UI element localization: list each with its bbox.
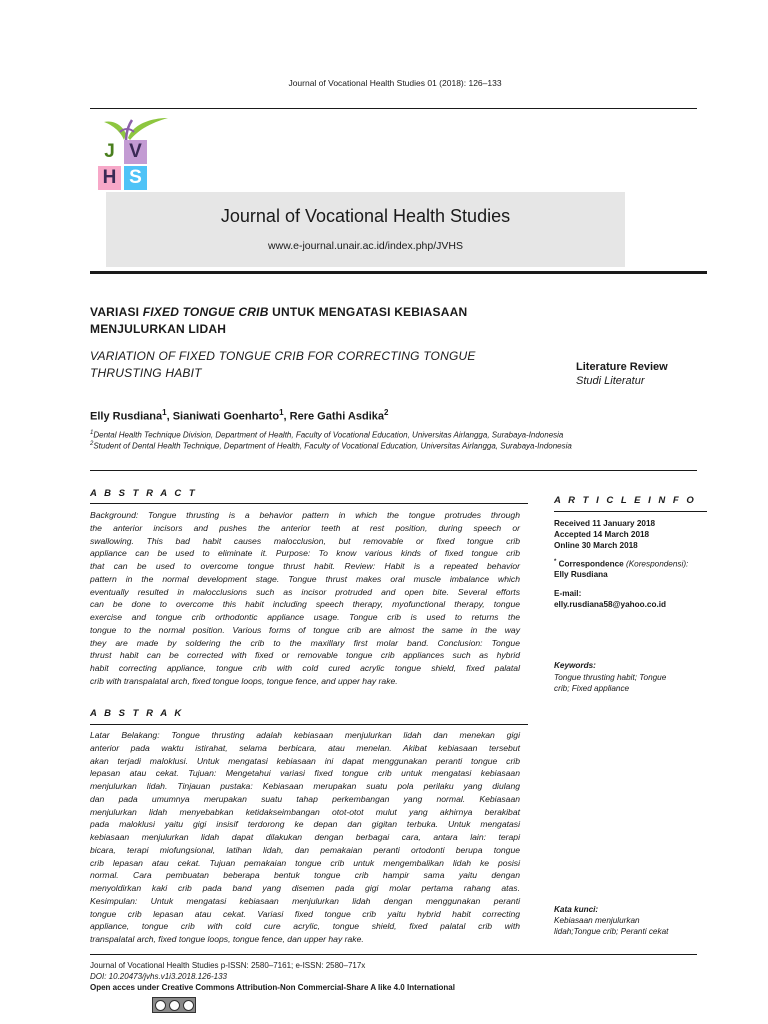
issn-line: Journal of Vocational Health Studies p-ISSN: 2580–7161; e-ISSN: 2580–717x (90, 961, 366, 970)
abstract-line: thrust habit can be corrected with fixed or removable tongue crib appliances such as hybrid (90, 650, 520, 661)
abstrak-rule (90, 724, 528, 725)
abstract-line: appliance can be used to eliminate it. Purpose: To know various kinds of fixed tongue crib (90, 548, 520, 559)
keywords-line: crib; Fixed appliance (554, 684, 630, 693)
received-date: Received 11 January 2018 (554, 519, 656, 528)
abstract-line: swallowing. This bad habit causes malocclusion, but removable or fixed tongue crib (90, 535, 520, 546)
abstract-line: kebiasaan menjulurkan lidah dapat dilakukan dengan berbagai cara, antara lain: terapi (90, 832, 520, 842)
title-thick-rule (90, 271, 707, 274)
header-rule (90, 108, 697, 109)
abstract-line: appliance, tongue crib with cold cure acrylic, tongue shield, fixed palatal crib with (90, 921, 520, 932)
logo-letter-h: H (98, 166, 121, 190)
abstract-line: crib lepasan atau cekat. Tujuan pemakaian tongue crib untuk mengembalikan lidah ke posisi (90, 857, 520, 868)
kata-kunci-line: lidah;Tongue crib; Peranti cekat (554, 927, 669, 936)
author-name: Elly Rusdiana (90, 410, 163, 423)
abstrak-heading: A B S T R A K (90, 708, 184, 719)
journal-title: Journal of Vocational Health Studies (220, 206, 511, 226)
abstract-line: lepasan atau cekat. Tujuan: Mengetahui variasi fixed tongue crib untuk mengatasi kebiasaan (90, 768, 520, 779)
affiliation-2: $^2$Student of Dental Health Technique, Department of Health, Faculty of Vocational Education, Universitas Airlangga, Surabaya-Indonesia (90, 441, 572, 451)
license-line: Open acces under Creative Commons Attribution-Non Commercial-Share A like 4.0 International (90, 983, 455, 992)
abstract-line: pada maloklusi yaitu gigi insisif terdorong ke depan dan gigitan terbuka. Untuk mengatasi (90, 819, 520, 830)
footer-rule (90, 954, 697, 955)
email-label: E-mail: (554, 589, 582, 598)
affiliation-rule (90, 470, 697, 471)
abstract-line: menjulurkan lidah menyebabkan ketidakseimbangan otot-otot mulut yang akhirnya berakibat (90, 806, 520, 817)
leaf-icon (102, 112, 172, 142)
journal-title-box (106, 192, 625, 267)
abstract-line: exercise and tongue crib orthodontic appliance usage. Tongue crib is used to returns the (90, 612, 520, 622)
abstract-line: tongue to the normal position. Various forms of tongue crib are almost the same in the way (90, 624, 520, 635)
author-name: Rere Gathi Asdika (289, 410, 385, 423)
abstract-line: akan terjadi maloklusi. Untuk mengatasi kebiasaan ini dapat menggunakan peranti tongue crib (90, 755, 520, 766)
online-date: Online 30 March 2018 (554, 541, 638, 550)
abstract-line: that can be used to overcome tongue thrust habit. Review: Habit is a repeated behavior (90, 561, 520, 571)
abstract-line: eventually resulted in malocclusions such as incisor protruded and open bite. Several efforts (90, 586, 520, 597)
article-title-english: VARIATION OF FIXED TONGUE CRIB FOR CORRECTING TONGUE THRUSTING HABIT (90, 349, 476, 380)
journal-url[interactable]: www.e-journal.unair.ac.id/index.php/JVHS (268, 240, 463, 252)
abstract-line: they are made by soldering the crib to the maxillary first molar band. Conclusion: Tongue (90, 637, 520, 648)
abstract-line: Kesimpulan: Untuk mengatasi kebiasaan menjulurkan lidah dengan menggunakan peranti (90, 895, 520, 906)
journal-citation: Journal of Vocational Health Studies 01 (2018): 126–133 (288, 78, 502, 88)
abstract-line: transpalatal arch, fixed tongue loops, tongue fence, dan upper hay rake. (90, 934, 364, 944)
email-link[interactable]: elly.rusdiana58@yahoo.co.id (554, 600, 667, 609)
abstract-line: tongue crib lepasan atau cekat. Variasi fixed tongue crib yaitu hybrid habit correcting (90, 908, 520, 919)
abstract-line: menjulurkan lidah. Tinjauan pustaka: Kebiasaan merupakan suatu pola perilaku yang diulang (90, 781, 520, 791)
abstract-rule (90, 503, 528, 504)
kata-kunci-label: Kata kunci: (554, 905, 599, 914)
author-name: Sianiwati Goenharto (172, 410, 280, 423)
logo-letter-s: S (124, 166, 147, 190)
abstract-line: Background: Tongue thrusting is a behavior pattern in which the tongue protrudes through (90, 510, 520, 520)
keywords-label: Keywords: (554, 661, 596, 670)
article-info-heading: A R T I C L E I N F O (554, 495, 697, 506)
author-list: Elly Rusdiana$^1$, Sianiwati Goenharto$^1$, Rere Gathi Asdika$^2$ (90, 408, 389, 423)
abstract-line: anterior pada waktu istirahat, selama berbicara, atau menelan. Akibat kebiasaan tersebut (90, 742, 520, 753)
abstract-heading: A B S T R A C T (90, 488, 198, 499)
affiliation-1: $^1$Dental Health Technique Division, Department of Health, Faculty of Vocational Education, Universitas Airlangga, Surabaya-Indonesia (90, 430, 564, 440)
abstract-line: pattern in the normal development stage. Tongue thrust makes oral muscle imbalance which (90, 573, 520, 584)
article-type-indonesian: Studi Literatur (576, 375, 645, 387)
article-type: Literature Review (576, 361, 668, 373)
accepted-date: Accepted 14 March 2018 (554, 530, 650, 539)
keywords-line: Tongue thrusting habit; Tongue (554, 673, 667, 682)
abstract-line: bicara, terapi miofungsional, latihan lidah, dan pemakaian peranti ortodonti berupa tongue (90, 844, 520, 855)
journal-logo (96, 112, 172, 192)
logo-letter-v: V (124, 140, 147, 164)
abstract-line: can be done to overcome this habit including speech therapy, myofunctional therapy, tongue (90, 599, 520, 610)
article-info-rule (554, 511, 707, 512)
abstract-line: crib with transpalatal arch, fixed tongue loops, tongue fence, and upper hay rake. (90, 675, 398, 686)
correspondence-label: * Correspondence (Korespondensi): (554, 559, 689, 569)
logo-letter-j: J (98, 140, 121, 164)
correspondence-name: Elly Rusdiana (554, 570, 608, 579)
creative-commons-badge-icon[interactable] (152, 997, 196, 1013)
kata-kunci-line: Kebiasaan menjulurkan (554, 916, 640, 925)
article-title-indonesian: VARIASI FIXED TONGUE CRIB UNTUK MENGATASI KEBIASAAN MENJULURKAN LIDAH (90, 305, 468, 336)
abstract-line: dan pada umumnya merupakan suatu tahap perkembangan yang normal. Kebiasaan (90, 793, 520, 804)
doi-line[interactable]: DOI: 10.20473/jvhs.v1i3.2018.126-133 (90, 972, 227, 981)
abstract-line: the anterior incisors and pushes the anterior teeth at rest position, during speech or (90, 522, 520, 533)
abstract-line: habit correcting appliance, tongue crib with cold cured acrylic tongue shield, fixed palatal (90, 663, 520, 673)
abstract-line: normal. Cara pembuatan beberapa bentuk tongue crib hampir sama yaitu dengan (90, 870, 520, 881)
abstract-line: menyoldirkan kaki crib pada band yang disemen pada gigi molar pertama rahang atas. (90, 883, 520, 893)
abstract-line: Latar Belakang: Tongue thrusting adalah kebiasaan menjulurkan lidah dan menekan gigi (90, 730, 520, 740)
